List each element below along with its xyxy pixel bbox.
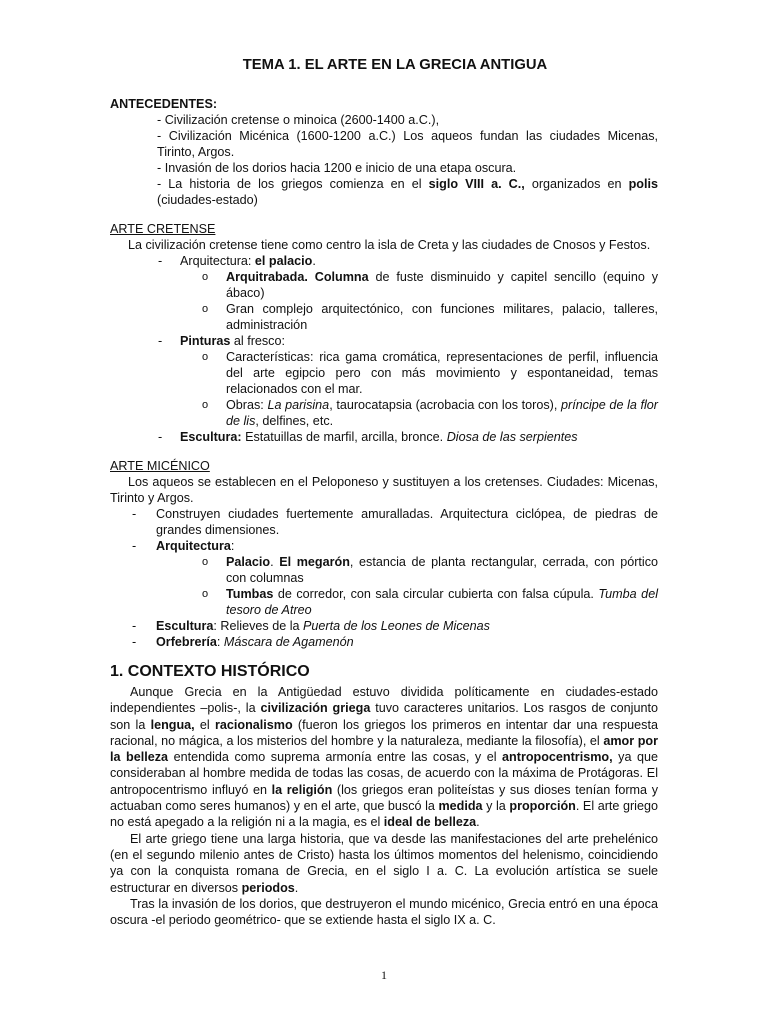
dash-bullet: - <box>158 334 163 348</box>
arte-micenico-heading: ARTE MICÉNICO <box>110 459 210 473</box>
text-run: entendida como suprema armonía entre las cosas, y el <box>168 750 503 765</box>
text-run: : <box>230 539 235 553</box>
contexto-body <box>110 684 658 928</box>
text-run: , taurocatapsia (acrobacia con los toros), <box>329 398 561 412</box>
bold-run: civilización griega <box>260 701 371 716</box>
circle-bullet: o <box>202 556 209 568</box>
circle-bullet: o <box>202 399 209 411</box>
bold-run: Arquitectura <box>156 539 231 553</box>
cretense-list <box>110 333 658 349</box>
list-item <box>110 429 658 445</box>
circle-bullet: o <box>202 351 209 363</box>
dash-bullet: - <box>158 430 163 444</box>
text-run: Estatuillas de marfil, arcilla, bronce. <box>241 430 447 444</box>
text-run: Tras la invasión de los dorios, que destruyeron el mundo micénico, Grecia entró en una época oscura -el periodo geométrico- que se extiende hasta el siglo IX a. C. <box>110 896 658 928</box>
text-run: . El arte griego no está apegado a la religión ni a la magia, es el <box>110 799 658 830</box>
antecedente-item <box>157 176 658 208</box>
list-item <box>110 634 658 650</box>
paragraph <box>110 684 658 831</box>
bold-run: El megarón <box>279 555 350 569</box>
dash-bullet: - <box>132 635 137 649</box>
bold-run: Escultura: <box>180 430 242 444</box>
text-run: . <box>294 880 299 895</box>
sub-list-item <box>202 554 658 586</box>
bold-run: polis <box>628 177 658 191</box>
bold-run: Tumbas <box>226 587 274 601</box>
text-run: Arquitectura: <box>180 254 255 268</box>
text-run: y la <box>482 799 510 814</box>
micenico-arquitectura-sublist <box>202 554 658 618</box>
bold-run: proporción <box>509 799 576 814</box>
text-run: : Relieves de la <box>213 619 304 633</box>
text-run: : <box>216 635 224 649</box>
bold-run: Escultura <box>156 619 214 633</box>
bold-run: medida <box>438 799 483 814</box>
bold-run: racionalismo <box>214 717 293 732</box>
micenico-list <box>110 618 658 650</box>
antecedentes-section <box>110 96 658 208</box>
bold-run: Orfebrería <box>156 635 217 649</box>
dash-bullet: - <box>132 619 137 633</box>
bold-run: Arquitrabada. Columna <box>226 270 369 284</box>
list-item <box>110 618 658 634</box>
sub-list-item <box>202 301 658 333</box>
bold-run: periodos <box>241 880 295 895</box>
text-run: de fuste disminuido y capitel sencillo (equino y ábaco) <box>226 270 658 300</box>
text-run: . <box>270 555 280 569</box>
italic-run: La parisina <box>267 398 330 412</box>
text-run: , delfines, etc. <box>255 414 334 428</box>
antecedentes-list <box>157 112 658 208</box>
text-run: El arte griego tiene una larga historia, que va desde las manifestaciones del arte prehelénico (en el segundo milenio antes de Cristo) hasta los últimos momentos del helenismo, coincidiendo ya con la conquista romana de Grecia, en el siglo I a. C. La evolución artística se suele estructurar en diversos <box>110 831 658 895</box>
dash-bullet: - <box>158 254 163 268</box>
cretense-intro: La civilización cretense tiene como centro la isla de Creta y las ciudades de Cnosos y Festos. <box>128 238 651 252</box>
arte-micenico-section <box>110 458 658 650</box>
circle-bullet: o <box>202 588 209 600</box>
bold-run: siglo VIII a. C., <box>428 177 525 191</box>
text-run: - La historia de los griegos comienza en el <box>157 177 429 191</box>
text-run: (ciudades-estado) <box>157 193 258 207</box>
text-run: . <box>476 815 480 830</box>
text-run: ya que consideraban al hombre medida de todas las cosas, de acuerdo con la máxima de Protágoras. El antropocentrismo influyó en <box>110 750 658 797</box>
italic-run: Puerta de los Leones de Micenas <box>303 619 490 633</box>
sub-list-item <box>202 586 658 618</box>
paragraph <box>110 831 658 896</box>
circle-bullet: o <box>202 271 209 283</box>
italic-run: príncipe de la flor de lis <box>226 398 659 428</box>
micenico-intro: Los aqueos se establecen en el Peloponeso y sustituyen a los cretenses. Ciudades: Micenas, Tirinto y Argos. <box>110 475 658 505</box>
antecedente-item: - Invasión de los dorios hacia 1200 e inicio de una etapa oscura. <box>157 161 517 175</box>
antecedentes-heading: ANTECEDENTES: <box>110 97 218 111</box>
text-run: Aunque Grecia en la Antigüedad estuvo dividida políticamente en ciudades-estado independientes –polis-, la <box>110 685 658 716</box>
text-run: organizados en <box>524 177 629 191</box>
bold-run: ideal de belleza <box>383 815 477 830</box>
text-run: al fresco: <box>230 334 285 348</box>
text-run: tuvo caracteres unitarios. Los rasgos de conjunto son la <box>110 701 658 732</box>
section-heading: 1. CONTEXTO HISTÓRICO <box>110 663 310 680</box>
contexto-historico-section <box>110 662 658 928</box>
paragraph <box>110 896 658 929</box>
italic-run: Diosa de las serpientes <box>446 430 578 444</box>
list-item <box>110 538 658 554</box>
document-title: TEMA 1. EL ARTE EN LA GRECIA ANTIGUA <box>242 57 548 73</box>
list-item <box>110 506 658 538</box>
micenico-list <box>110 506 658 554</box>
text-run: el <box>194 717 215 732</box>
list-item <box>110 333 658 349</box>
italic-run: Máscara de Agamenón <box>223 635 354 649</box>
text-run: Características: rica gama cromática, representaciones de perfil, influencia del arte egipcio pero con más movimiento y espontaneidad, temas relacionados con el mar. <box>226 350 658 396</box>
text-run: , estancia de planta rectangular, cerrada, con pórtico con columnas <box>226 555 658 585</box>
arte-cretense-heading: ARTE CRETENSE <box>110 222 216 236</box>
antecedente-item: - Civilización Micénica (1600-1200 a.C.) Los aqueos fundan las ciudades Micenas, Tirinto, Argos. <box>157 129 658 159</box>
circle-bullet: o <box>202 303 209 315</box>
dash-bullet: - <box>132 539 137 553</box>
sub-list-item <box>202 269 658 301</box>
text-run: . <box>312 254 316 268</box>
arte-cretense-section <box>110 221 658 445</box>
document-content <box>110 56 658 928</box>
dash-bullet: - <box>132 507 137 521</box>
bold-run: la religión <box>271 782 333 797</box>
italic-run: Tumba del tesoro de Atreo <box>226 587 658 617</box>
bold-run: Palacio <box>226 555 271 569</box>
text-run: Construyen ciudades fuertemente amuralladas. Arquitectura ciclópea, de piedras de grandes dimensiones. <box>156 507 658 537</box>
bold-run: antropocentrismo, <box>502 750 613 765</box>
cretense-list <box>110 253 658 269</box>
text-run: Obras: <box>226 398 268 412</box>
sub-list-item <box>202 397 659 429</box>
bold-run: amor por la belleza <box>110 733 658 765</box>
text-run: Gran complejo arquitectónico, con funciones militares, palacio, talleres, administración <box>226 302 658 332</box>
page-number: 1 <box>381 968 387 982</box>
text-run: de corredor, con sala circular cubierta con falsa cúpula. <box>273 587 599 601</box>
pinturas-sublist <box>202 349 659 429</box>
text-run: (fueron los griegos los primeros en intentar dar una respuesta racional, no mágica, a los misterios del hombre y la naturaleza, mediante la filosofía), el <box>110 717 658 748</box>
text-run: (los griegos eran politeístas y sus dioses tenían forma y actuaban como seres humanos) y en el arte, que buscó la <box>110 782 658 814</box>
bold-run: el palacio <box>254 254 313 268</box>
antecedente-item: - Civilización cretense o minoica (2600-1400 a.C.), <box>157 113 440 127</box>
cretense-list <box>110 429 658 445</box>
list-item <box>110 253 658 269</box>
bold-run: Pinturas <box>180 334 231 348</box>
sub-list-item <box>202 349 658 397</box>
arquitectura-sublist <box>202 269 658 333</box>
bold-run: lengua, <box>150 717 195 732</box>
